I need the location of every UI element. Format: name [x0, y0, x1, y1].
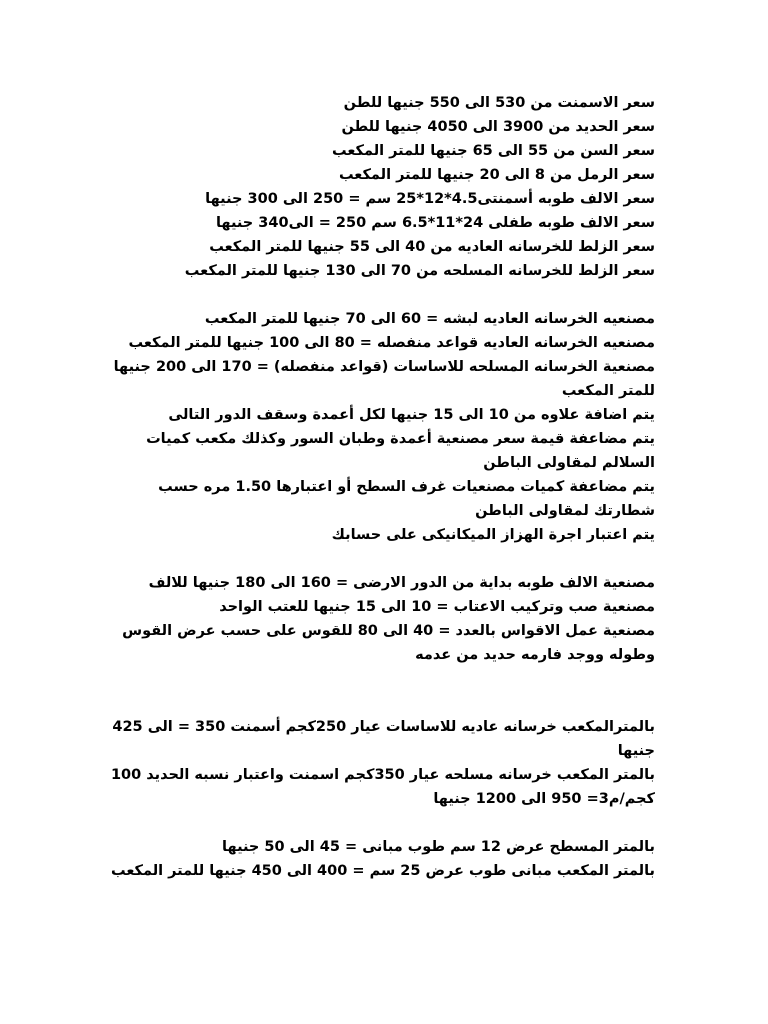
document-body	[110, 91, 655, 883]
spacer	[110, 283, 655, 307]
concrete-labor-section	[110, 307, 655, 547]
labor-line-vibrator: يتم اعتبار اجرة الهزاز الميكانيكى على حسابك	[331, 527, 655, 543]
wall-line-12cm: بالمتر المسطح عرض 12 سم طوب مبانى = 45 الى 50 جنيها	[222, 839, 655, 855]
walls-section	[110, 835, 655, 883]
labor-line-roof-rooms: يتم مضاعفة كميات مصنعيات غرف السطح أو اعتبارها 1.50 مره حسب شطارتك لمقاولى الباطن	[158, 479, 655, 519]
masonry-line-arches: مصنعية عمل الاقواس بالعدد = 40 الى 80 للقوس على حسب عرض القوس وطوله ووجد فارمه حديد من عدمه	[122, 623, 655, 663]
price-line-clay-brick: سعر الالف طوبه طفلى 24*11*6.5 سم 250 = الى340 جنيها	[215, 215, 655, 231]
price-line-cement-brick: سعر الالف طوبه أسمنتى4.5*12*25 سم = 250 الى 300 جنيها	[205, 191, 655, 207]
cubic-line-plain-concrete: بالمترالمكعب خرسانه عاديه للاساسات عيار 250كجم أسمنت 350 = الى 425 جنيها	[112, 719, 655, 759]
labor-line-double-columns: يتم مضاعفة قيمة سعر مصنعية أعمدة وطبان السور وكذلك مكعب كميات السلالم لمقاولى الباطن	[146, 431, 655, 471]
price-line-reinforced-concrete-gravel: سعر الزلط للخرسانه المسلحه من 70 الى 130 جنيها للمتر المكعب	[184, 263, 655, 279]
cubic-meter-section	[110, 715, 655, 811]
labor-line-floor-surcharge: يتم اضافة علاوه من 10 الى 15 جنيها لكل أعمدة وسقف الدور التالى	[168, 407, 655, 423]
spacer	[110, 667, 655, 715]
spacer	[110, 811, 655, 835]
spacer	[110, 547, 655, 571]
masonry-line-brick: مصنعية الالف طوبه بداية من الدور الارضى = 160 الى 180 جنيها للالف	[148, 575, 655, 591]
labor-line-reinforced-foundations: مصنعية الخرسانه المسلحه للاساسات (قواعد منفصله) = 170 الى 200 جنيها للمتر المكعب	[113, 359, 655, 399]
masonry-labor-section	[110, 571, 655, 667]
masonry-line-lintels: مصنعية صب وتركيب الاعتاب = 10 الى 15 جنيها للعتب الواحد	[219, 599, 655, 615]
price-line-gravel: سعر السن من 55 الى 65 جنيها للمتر المكعب	[332, 143, 655, 159]
price-line-steel: سعر الحديد من 3900 الى 4050 جنيها للطن	[341, 119, 655, 135]
labor-line-isolated-footings: مصنعيه الخرسانه العاديه قواعد منفصله = 80 الى 100 جنيها للمتر المكعب	[128, 335, 655, 351]
price-line-cement: سعر الاسمنت من 530 الى 550 جنيها للطن	[343, 95, 655, 111]
material-prices-section	[110, 91, 655, 283]
wall-line-25cm: بالمتر المكعب مبانى طوب عرض 25 سم = 400 الى 450 جنيها للمتر المكعب	[111, 863, 655, 879]
price-line-sand: سعر الرمل من 8 الى 20 جنيها للمتر المكعب	[338, 167, 655, 183]
price-line-plain-concrete-gravel: سعر الزلط للخرسانه العاديه من 40 الى 55 جنيها للمتر المكعب	[209, 239, 655, 255]
cubic-line-reinforced-concrete: بالمتر المكعب خرسانه مسلحه عيار 350كجم اسمنت واعتبار نسبه الحديد 100 كجم/م3= 950 الى 1200 جنيها	[110, 767, 655, 807]
labor-line-raft: مصنعيه الخرسانه العاديه لبشه = 60 الى 70 جنيها للمتر المكعب	[204, 311, 655, 327]
